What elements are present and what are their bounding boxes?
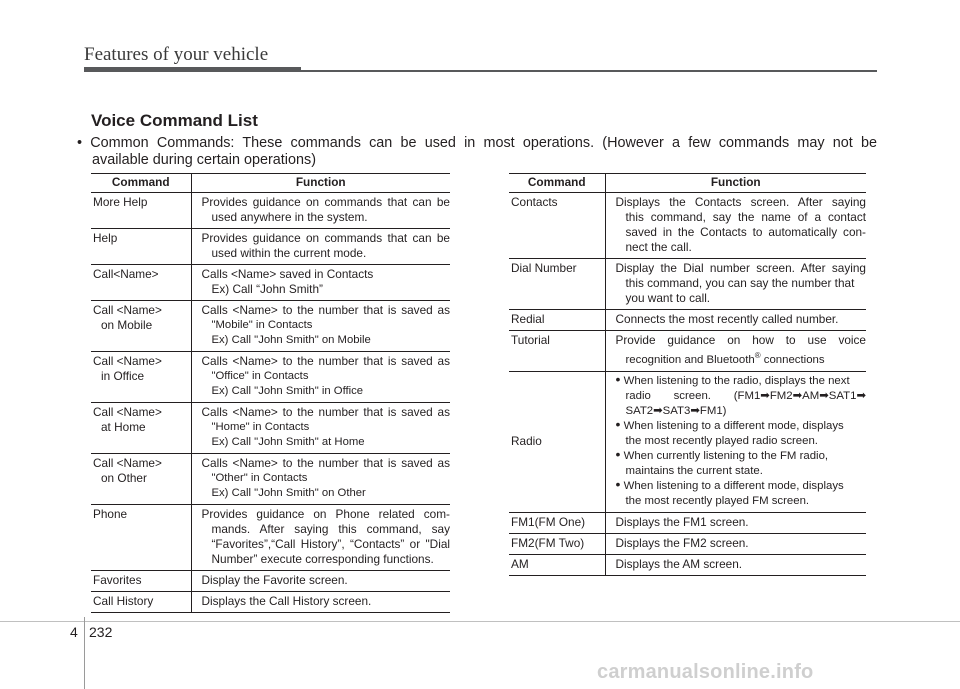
watermark: carmanualsonline.info	[597, 661, 814, 683]
function-cell: Calls <Name> to the number that is saved as "Mobile" in Contacts Ex) Call "John Smith" on Mobile	[191, 301, 450, 352]
command-cell: Tutorial	[509, 331, 605, 372]
command-cell: Help	[91, 229, 191, 265]
column-header-function: Function	[191, 174, 450, 193]
table-row	[91, 193, 450, 229]
intro-bullet: •	[77, 135, 83, 151]
table-row	[91, 592, 450, 613]
function-cell: Displays the Contacts screen. After saying this command, say the name of a contact saved in the Contacts to automatically con- nect the call.	[605, 193, 866, 259]
command-cell: More Help	[91, 193, 191, 229]
table-row	[509, 554, 866, 575]
function-cell: Display the Dial number screen. After saying this command, you can say the number that you want to call.	[605, 259, 866, 310]
left-command-table	[91, 173, 450, 613]
bullet-icon: •	[615, 415, 621, 432]
command-cell: FM2(FM Two)	[509, 533, 605, 554]
table-row	[509, 259, 866, 310]
page-number: 232	[89, 624, 113, 640]
table-row	[91, 505, 450, 571]
footer-divider	[84, 617, 85, 689]
function-cell: Displays the Call History screen.	[191, 592, 450, 613]
table-row	[91, 352, 450, 403]
column-header-command: Command	[509, 174, 605, 193]
command-cell: Call <Name> on Other	[91, 454, 191, 505]
function-cell	[605, 371, 866, 512]
table-row	[91, 454, 450, 505]
command-cell: FM1(FM One)	[509, 512, 605, 533]
function-cell: Provides guidance on Phone related com- mands. After saying this command, say “Favorites”,“Call History”, “Contacts” or "Dial Number” execute corresponding functions.	[191, 505, 450, 571]
command-cell: Phone	[91, 505, 191, 571]
section-title: Voice Command List	[91, 111, 258, 130]
table-header-row	[91, 174, 450, 193]
table-row	[509, 331, 866, 372]
table-row	[509, 512, 866, 533]
function-cell: Displays the FM1 screen.	[605, 512, 866, 533]
header-title: Features of your vehicle	[84, 44, 269, 65]
bullet-item: • When listening to the radio, displays the next radio screen. (FM1➡FM2➡AM➡SAT1➡ SAT2➡SAT3➡FM1)	[615, 370, 866, 417]
bullet-item: • When currently listening to the FM radio, maintains the current state.	[615, 445, 829, 477]
table-row	[91, 301, 450, 352]
function-cell: Connects the most recently called number.	[605, 310, 866, 331]
command-cell: Call History	[91, 592, 191, 613]
function-cell: Displays the AM screen.	[605, 554, 866, 575]
command-cell: Call <Name> in Office	[91, 352, 191, 403]
function-cell: Provides guidance on commands that can be used within the current mode.	[191, 229, 450, 265]
command-cell: Dial Number	[509, 259, 605, 310]
intro-line-1: Common Commands: These commands can be used in most operations. (However a few commands may not be	[90, 135, 877, 151]
table-row	[91, 571, 450, 592]
command-cell: Call<Name>	[91, 265, 191, 301]
function-cell: Display the Favorite screen.	[191, 571, 450, 592]
function-cell: Displays the FM2 screen.	[605, 533, 866, 554]
command-cell: Favorites	[91, 571, 191, 592]
table-header-row	[509, 174, 866, 193]
table-row	[509, 533, 866, 554]
command-cell: Radio	[509, 371, 605, 512]
chapter-number: 4	[70, 624, 78, 640]
table-row	[509, 310, 866, 331]
table-row	[91, 403, 450, 454]
table-row	[509, 193, 866, 259]
column-header-command: Command	[91, 174, 191, 193]
intro-line-2: available during certain operations)	[92, 152, 316, 168]
command-cell: Redial	[509, 310, 605, 331]
bullet-item: • When listening to a different mode, displays the most recently played radio screen.	[615, 415, 844, 447]
bullet-item: • When listening to a different mode, displays the most recently played FM screen.	[615, 475, 844, 507]
function-cell: Provide guidance on how to use voice recognition and Bluetooth® connections	[605, 331, 866, 372]
table-row	[91, 229, 450, 265]
function-cell: Calls <Name> to the number that is saved as "Office" in Contacts Ex) Call "John Smith" in Office	[191, 352, 450, 403]
header-rule-thick	[84, 67, 301, 72]
command-cell: AM	[509, 554, 605, 575]
bullet-icon: •	[615, 445, 621, 462]
table-row	[509, 371, 866, 512]
table-row	[91, 265, 450, 301]
header-rule-thin	[301, 70, 877, 72]
command-cell: Call <Name> at Home	[91, 403, 191, 454]
footer-rule	[0, 621, 960, 622]
function-cell: Provides guidance on commands that can be used anywhere in the system.	[191, 193, 450, 229]
function-cell: Calls <Name> to the number that is saved as "Other" in Contacts Ex) Call "John Smith" on Other	[191, 454, 450, 505]
bullet-icon: •	[615, 475, 621, 492]
command-cell: Contacts	[509, 193, 605, 259]
command-cell: Call <Name> on Mobile	[91, 301, 191, 352]
column-header-function: Function	[605, 174, 866, 193]
bullet-icon: •	[615, 370, 621, 387]
intro-paragraph	[77, 135, 877, 169]
function-cell: Calls <Name> saved in Contacts Ex) Call “John Smith”	[191, 265, 450, 301]
function-cell: Calls <Name> to the number that is saved as "Home" in Contacts Ex) Call "John Smith" at Home	[191, 403, 450, 454]
right-command-table	[509, 173, 866, 576]
